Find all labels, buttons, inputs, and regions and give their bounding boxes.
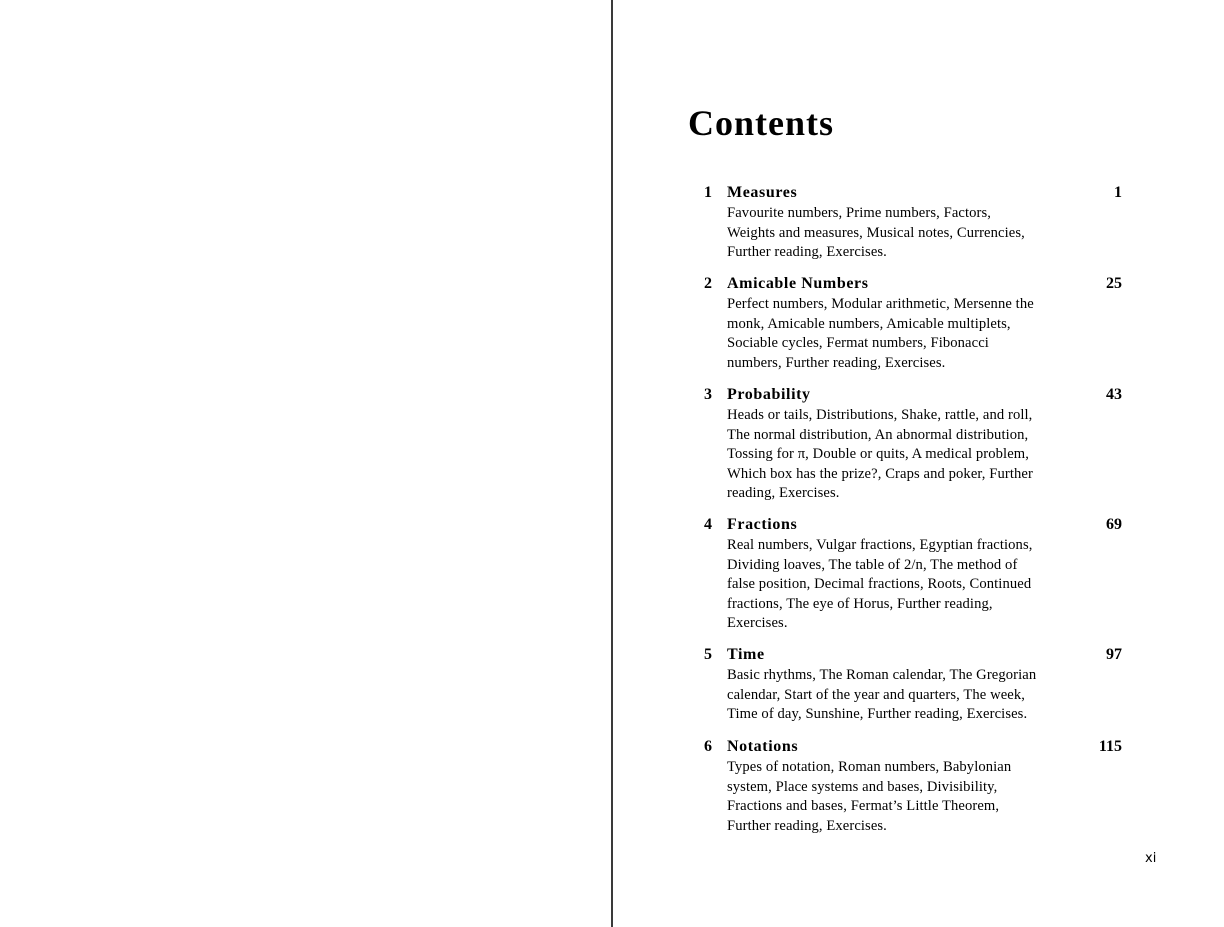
chapter-topics-line: Basic rhythms, The Roman calendar, The Gregorian <box>727 667 1037 683</box>
chapter-topics <box>727 406 1073 504</box>
chapter-topics-line: Time of day, Sunshine, Further reading, Exercises. <box>727 706 1028 722</box>
chapter-title: Measures <box>727 184 798 201</box>
contents-heading: Contents <box>688 103 835 143</box>
toc-entry-chapter-2 <box>698 272 1128 373</box>
chapter-page-number: 43 <box>1106 386 1122 403</box>
chapter-topics-line: Perfect numbers, Modular arithmetic, Mersenne the <box>727 296 1034 312</box>
chapter-topics-line: false position, Decimal fractions, Roots, Continued <box>727 576 1032 592</box>
chapter-topics-line: Favourite numbers, Prime numbers, Factors, <box>727 205 992 221</box>
toc-entry-header <box>698 383 1128 406</box>
chapter-title: Notations <box>727 738 799 755</box>
chapter-page-number: 25 <box>1106 275 1122 292</box>
chapter-topics-line: numbers, Further reading, Exercises. <box>727 354 946 371</box>
chapter-topics <box>727 536 1073 634</box>
chapter-topics-line: reading, Exercises. <box>727 485 840 501</box>
toc-entry-header <box>698 272 1128 295</box>
chapter-topics-line: fractions, The eye of Horus, Further reading, <box>727 595 993 612</box>
chapter-number: 3 <box>704 386 712 403</box>
chapter-topics-line: Tossing for π, Double or quits, A medical problem, <box>727 446 1029 462</box>
chapter-topics-line: Weights and measures, Musical notes, Currencies, <box>727 224 1025 241</box>
chapter-topics-line: Sociable cycles, Fermat numbers, Fibonacci <box>727 335 989 351</box>
chapter-number: 2 <box>704 275 712 292</box>
chapter-topics <box>727 758 1073 836</box>
toc-entry-header <box>698 513 1128 536</box>
toc-entry-chapter-6 <box>698 735 1128 836</box>
chapter-number: 5 <box>704 646 712 663</box>
chapter-title: Amicable Numbers <box>727 275 869 292</box>
toc-entry-chapter-4 <box>698 513 1128 634</box>
chapter-title: Time <box>727 646 765 663</box>
chapter-topics-line: Further reading, Exercises. <box>727 817 887 834</box>
chapter-topics-line: Further reading, Exercises. <box>727 244 887 260</box>
toc-entry-header <box>698 181 1128 204</box>
chapter-topics <box>727 666 1073 725</box>
chapter-topics <box>727 295 1073 373</box>
chapter-topics-line: Fractions and bases, Fermat’s Little Theorem, <box>727 798 1000 814</box>
chapter-topics-line: Which box has the prize?, Craps and poker, Further <box>727 465 1033 482</box>
chapter-topics-line: system, Place systems and bases, Divisibility, <box>727 778 998 795</box>
left-page-blank <box>0 0 611 927</box>
chapter-page-number: 1 <box>1114 184 1122 201</box>
chapter-page-number: 97 <box>1106 646 1122 663</box>
chapter-topics-line: Exercises. <box>727 615 788 631</box>
chapter-topics-line: The normal distribution, An abnormal distribution, <box>727 426 1029 443</box>
chapter-topics <box>727 204 1073 263</box>
chapter-topics-line: Dividing loaves, The table of 2/n, The method of <box>727 556 1018 573</box>
chapter-title: Probability <box>727 386 811 403</box>
chapter-number: 4 <box>704 516 712 533</box>
toc-entry-header <box>698 735 1128 758</box>
chapter-topics-line: Heads or tails, Distributions, Shake, rattle, and roll, <box>727 407 1033 423</box>
toc-entry-chapter-3 <box>698 383 1128 504</box>
toc-entry-header <box>698 643 1128 666</box>
chapter-number: 6 <box>704 738 712 755</box>
chapter-topics-line: Types of notation, Roman numbers, Babylonian <box>727 759 1012 775</box>
chapter-number: 1 <box>704 184 712 201</box>
chapter-title: Fractions <box>727 516 798 533</box>
chapter-page-number: 115 <box>1098 738 1122 755</box>
page-number: xi <box>1145 851 1157 866</box>
toc-entry-chapter-5 <box>698 643 1128 725</box>
toc-entry-chapter-1 <box>698 181 1128 263</box>
chapter-page-number: 69 <box>1106 516 1122 533</box>
chapter-topics-line: calendar, Start of the year and quarters, The week, <box>727 686 1026 703</box>
chapter-topics-line: monk, Amicable numbers, Amicable multiplets, <box>727 315 1011 332</box>
chapter-topics-line: Real numbers, Vulgar fractions, Egyptian fractions, <box>727 537 1033 553</box>
